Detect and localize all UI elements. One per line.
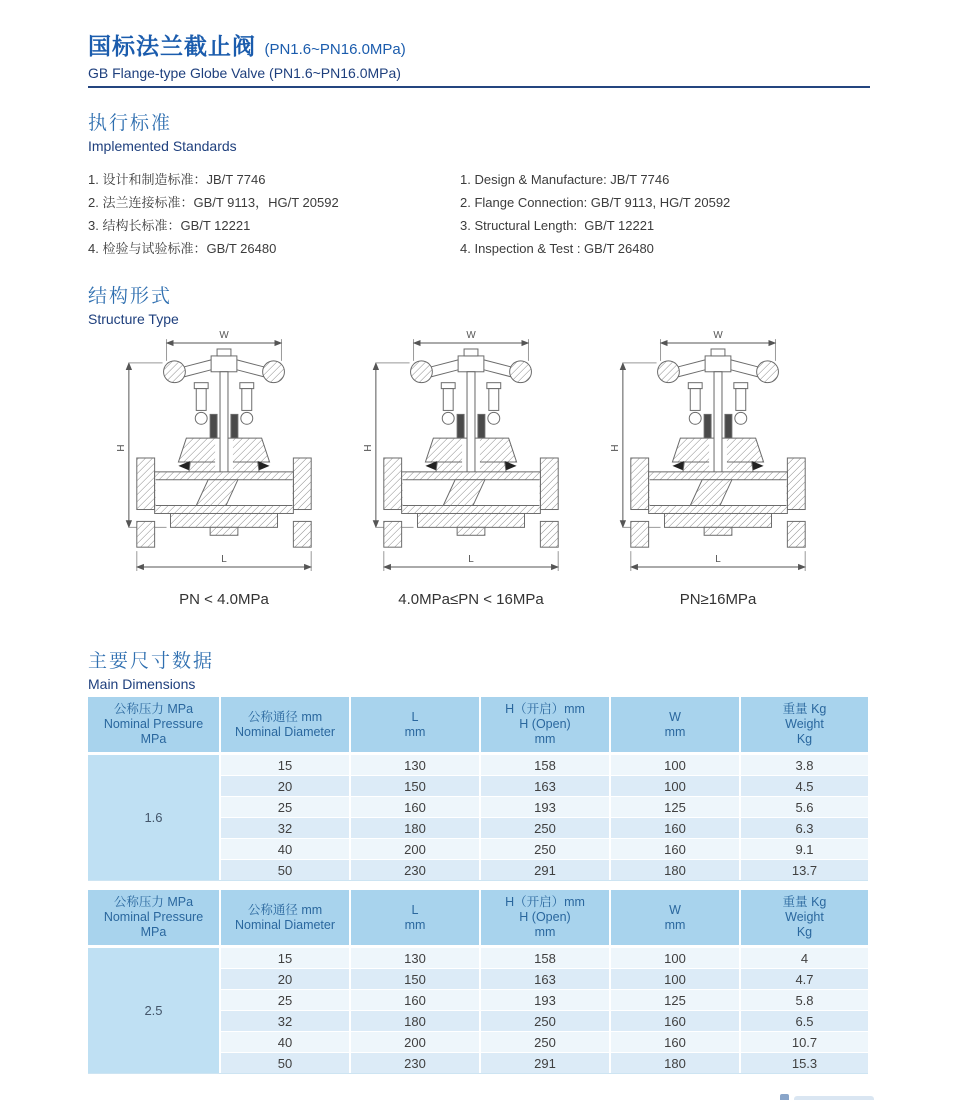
dimension-cell: 180: [611, 1052, 741, 1073]
standards-item: 3. 结构长标准：GB/T 12221: [88, 218, 251, 233]
dimension-cell: 4: [741, 947, 868, 968]
column-header: H（开启）mm H (Open) mm: [481, 697, 611, 754]
dimension-cell: 193: [481, 989, 611, 1010]
dimension-cell: 10.7: [741, 1031, 868, 1052]
valve-drawing-2: [362, 326, 580, 588]
standards-heading-zh: 执行标准: [88, 113, 173, 134]
dimension-cell: 4.7: [741, 968, 868, 989]
dimension-cell: 50: [221, 859, 351, 880]
standards-list-zh: [88, 168, 460, 260]
header-divider: [88, 86, 870, 88]
dimension-cell: 130: [351, 754, 481, 775]
dimension-cell: 250: [481, 817, 611, 838]
document-header: [88, 28, 870, 81]
dimension-cell: 158: [481, 754, 611, 775]
valve-diagram-mid-pressure: [362, 326, 580, 608]
column-header: 重量 Kg Weight Kg: [741, 890, 868, 947]
structure-heading-zh: 结构形式: [88, 286, 173, 307]
dimension-cell: 100: [611, 968, 741, 989]
column-header: L mm: [351, 697, 481, 754]
dimension-cell: 250: [481, 838, 611, 859]
dimension-cell: 250: [481, 1031, 611, 1052]
table-row: [88, 947, 868, 968]
standards-item: 4. 检验与试验标准：GB/T 26480: [88, 241, 277, 256]
dimension-cell: 180: [351, 817, 481, 838]
standards-item: 4. Inspection & Test : GB/T 26480: [460, 241, 654, 256]
dimension-cell: 3.8: [741, 754, 868, 775]
dimension-cell: 6.3: [741, 817, 868, 838]
logo-wordmark: [794, 1096, 874, 1100]
structure-section: [88, 281, 870, 327]
page-title-pressure-range: (PN1.6~PN16.0MPa): [264, 41, 406, 58]
dimension-cell: 150: [351, 775, 481, 796]
dimension-cell: 15: [221, 754, 351, 775]
dimension-cell: 163: [481, 775, 611, 796]
valve-drawing-3: [609, 326, 827, 588]
dimension-cell: 160: [611, 1010, 741, 1031]
dimension-cell: 250: [481, 1010, 611, 1031]
standards-list-en: [460, 168, 870, 260]
dimension-cell: 291: [481, 859, 611, 880]
standards-lists: [88, 168, 870, 260]
dimension-cell: 20: [221, 775, 351, 796]
valve-drawing-1: [115, 326, 333, 588]
dimension-cell: 25: [221, 796, 351, 817]
dimension-cell: 230: [351, 1052, 481, 1073]
valve-diagram-low-pressure: [115, 326, 333, 608]
logo-mark-icon: [780, 1094, 789, 1100]
dimension-cell: 100: [611, 775, 741, 796]
dimension-cell: 160: [611, 1031, 741, 1052]
column-header: H（开启）mm H (Open) mm: [481, 890, 611, 947]
dimension-cell: 160: [611, 838, 741, 859]
dimension-cell: 150: [351, 968, 481, 989]
dimension-cell: 163: [481, 968, 611, 989]
structure-heading-en: Structure Type: [88, 311, 179, 327]
column-header: 公称通径 mm Nominal Diameter: [221, 697, 351, 754]
column-header: 重量 Kg Weight Kg: [741, 697, 868, 754]
dimension-cell: 125: [611, 989, 741, 1010]
valve-diagram-high-pressure: [609, 326, 827, 608]
table-row: [88, 754, 868, 775]
diagram-label: PN≥16MPa: [679, 591, 757, 608]
dimension-cell: 5.8: [741, 989, 868, 1010]
valve-diagrams: [115, 326, 827, 608]
dimension-cell: 15: [221, 947, 351, 968]
dimensions-section-heading: [88, 646, 214, 692]
dimension-cell: 20: [221, 968, 351, 989]
dimension-cell: 230: [351, 859, 481, 880]
dimension-cell: 25: [221, 989, 351, 1010]
column-header: 公称压力 MPa Nominal Pressure MPa: [88, 697, 221, 754]
dimension-cell: 200: [351, 838, 481, 859]
dimension-cell: 130: [351, 947, 481, 968]
dimension-cell: 100: [611, 947, 741, 968]
dimension-cell: 100: [611, 754, 741, 775]
header-row: [88, 697, 868, 754]
standards-item: 2. 法兰连接标准：GB/T 9113，HG/T 20592: [88, 195, 339, 210]
dimension-cell: 40: [221, 838, 351, 859]
dimension-cell: 158: [481, 947, 611, 968]
dimension-cell: 15.3: [741, 1052, 868, 1073]
dimension-cell: 180: [351, 1010, 481, 1031]
dimension-cell: 160: [351, 796, 481, 817]
dimension-cell: 160: [611, 817, 741, 838]
dimension-cell: 125: [611, 796, 741, 817]
dimensions-heading-zh: 主要尺寸数据: [88, 651, 215, 672]
dimension-cell: 160: [351, 989, 481, 1010]
dimension-cell: 180: [611, 859, 741, 880]
pressure-cell: 2.5: [88, 947, 221, 1073]
column-header: 公称通径 mm Nominal Diameter: [221, 890, 351, 947]
dimension-cell: 5.6: [741, 796, 868, 817]
dimension-cell: 193: [481, 796, 611, 817]
standards-item: 2. Flange Connection: GB/T 9113, HG/T 20592: [460, 195, 731, 210]
page-title-en: GB Flange-type Globe Valve (PN1.6~PN16.0MPa): [88, 65, 401, 81]
standards-item: 3. Structural Length: GB/T 12221: [460, 218, 655, 233]
dimension-cell: 291: [481, 1052, 611, 1073]
standards-heading-en: Implemented Standards: [88, 138, 237, 154]
partial-logo: [780, 1092, 900, 1100]
dimension-cell: 6.5: [741, 1010, 868, 1031]
standards-item: 1. Design & Manufacture: JB/T 7746: [460, 172, 670, 187]
pressure-cell: 1.6: [88, 754, 221, 880]
dimension-cell: 9.1: [741, 838, 868, 859]
dimensions-heading-en: Main Dimensions: [88, 676, 196, 692]
dimension-cell: 50: [221, 1052, 351, 1073]
column-header: 公称压力 MPa Nominal Pressure MPa: [88, 890, 221, 947]
diagram-label: 4.0MPa≤PN < 16MPa: [398, 591, 544, 608]
dimension-cell: 32: [221, 817, 351, 838]
dimension-cell: 32: [221, 1010, 351, 1031]
standards-section: [88, 108, 870, 260]
page-title-zh: 国标法兰截止阀: [88, 33, 256, 59]
column-header: W mm: [611, 890, 741, 947]
column-header: W mm: [611, 697, 741, 754]
dimension-cell: 200: [351, 1031, 481, 1052]
diagram-label: PN < 4.0MPa: [179, 591, 269, 608]
header-row: [88, 890, 868, 947]
dimension-cell: 13.7: [741, 859, 868, 880]
standards-item: 1. 设计和制造标准：JB/T 7746: [88, 172, 266, 187]
dimension-cell: 40: [221, 1031, 351, 1052]
dimensions-table-pn25: [88, 890, 868, 1074]
dimension-cell: 4.5: [741, 775, 868, 796]
dimensions-table-pn16: [88, 697, 868, 881]
column-header: L mm: [351, 890, 481, 947]
page-title: [88, 28, 870, 61]
